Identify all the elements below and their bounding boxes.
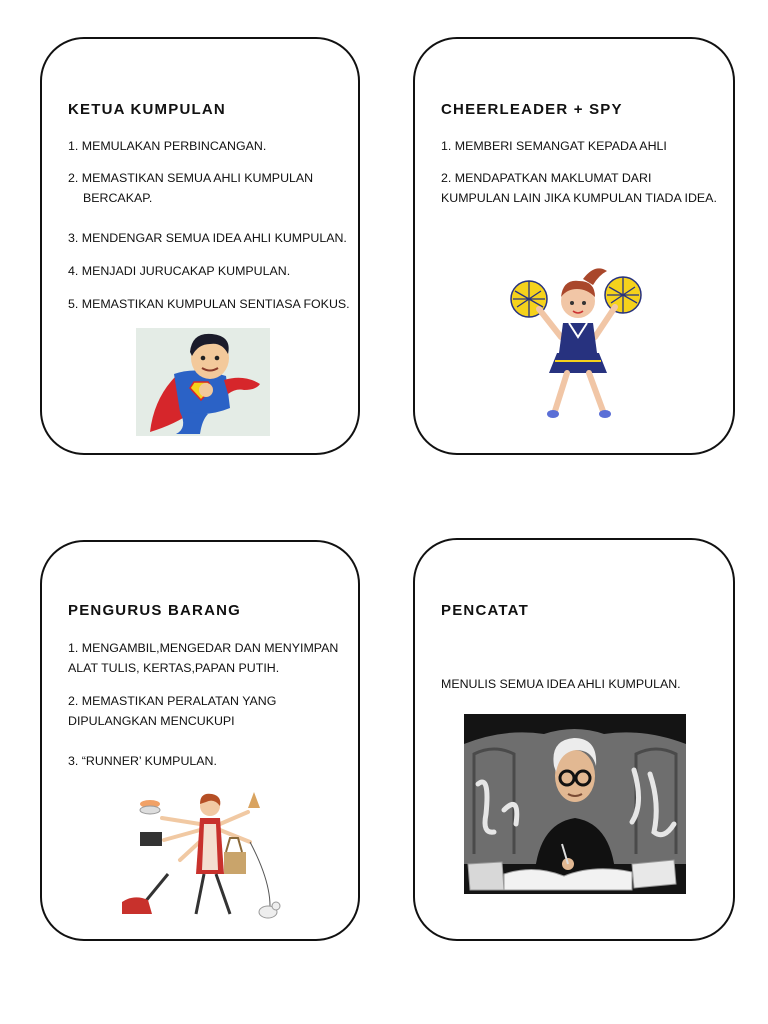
card-item: 2. MEMASTIKAN SEMUA AHLI KUMPULAN <box>68 171 314 185</box>
card-item: 4. MENJADI JURUCAKAP KUMPULAN. <box>68 264 291 278</box>
card-title: PENCATAT <box>441 602 529 619</box>
card-item: 5. MEMASTIKAN KUMPULAN SENTIASA FOKUS. <box>68 297 350 311</box>
card-title: CHEERLEADER + SPY <box>441 101 623 118</box>
role-card-pengurus-barang <box>40 540 360 941</box>
card-title: PENGURUS BARANG <box>68 602 242 619</box>
card-item: 2. MEMASTIKAN PERALATAN YANG <box>68 694 277 708</box>
card-title: KETUA KUMPULAN <box>68 101 226 118</box>
role-card-ketua-kumpulan <box>40 37 360 455</box>
card-item: 3. MENDENGAR SEMUA IDEA AHLI KUMPULAN. <box>68 231 347 245</box>
card-item: ALAT TULIS, KERTAS,PAPAN PUTIH. <box>68 661 280 675</box>
cheerleader-illustration <box>503 261 653 421</box>
card-item: 1. MEMULAKAN PERBINCANGAN. <box>68 139 267 153</box>
card-item: BERCAKAP. <box>83 191 153 205</box>
card-item: 1. MEMBERI SEMANGAT KEPADA AHLI <box>441 139 667 153</box>
superhero-illustration <box>136 328 270 436</box>
role-card-pencatat <box>413 538 735 941</box>
multitasking-woman-illustration <box>120 790 286 924</box>
card-item: KUMPULAN LAIN JIKA KUMPULAN TIADA IDEA. <box>441 191 717 205</box>
card-item: DIPULANGKAN MENCUKUPI <box>68 714 235 728</box>
card-item: 3. “RUNNER’ KUMPULAN. <box>68 754 217 768</box>
role-card-cheerleader-spy <box>413 37 735 455</box>
writer-calligraphy-illustration <box>464 714 686 894</box>
card-item: MENULIS SEMUA IDEA AHLI KUMPULAN. <box>441 677 681 691</box>
card-item: 1. MENGAMBIL,MENGEDAR DAN MENYIMPAN <box>68 641 339 655</box>
card-item: 2. MENDAPATKAN MAKLUMAT DARI <box>441 171 652 185</box>
